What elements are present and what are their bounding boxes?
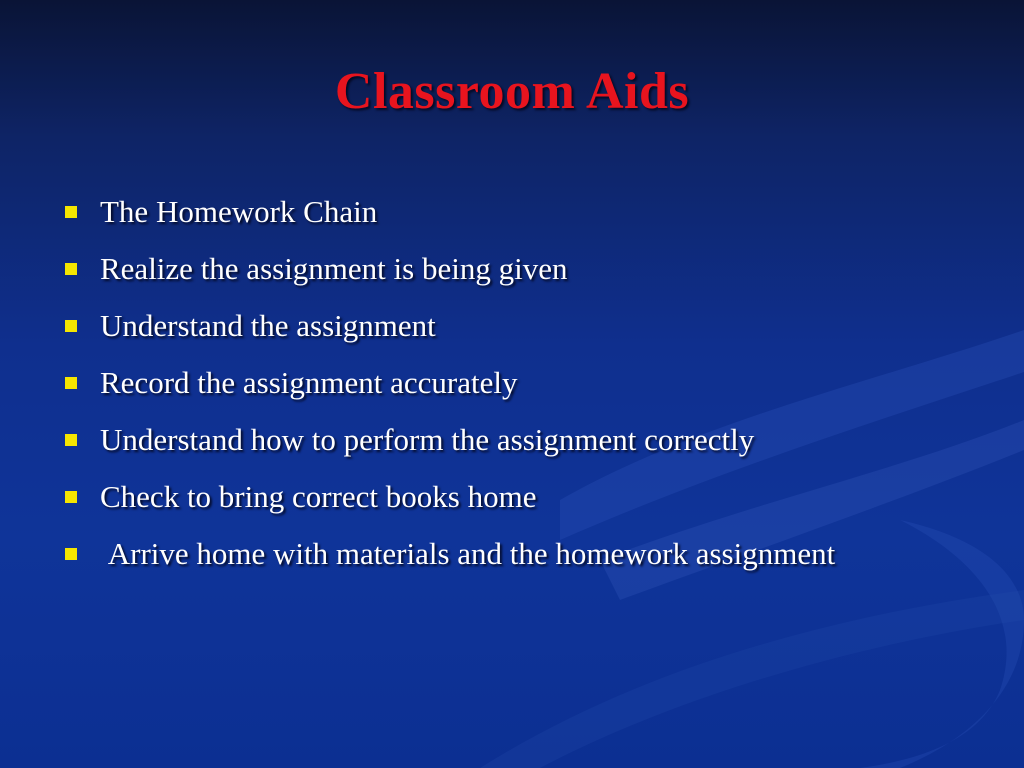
- bullet-text: Record the assignment accurately: [100, 365, 518, 400]
- bullet-text: Understand how to perform the assignment correctly: [100, 422, 755, 457]
- bullet-item: [62, 188, 962, 235]
- bullet-text: The Homework Chain: [100, 194, 378, 229]
- square-bullet-icon: [65, 491, 77, 503]
- bullet-text: Arrive home with materials and the homework assignment: [100, 536, 836, 571]
- bullet-item: [62, 530, 962, 577]
- bullet-item: [62, 473, 962, 520]
- bullet-text: Check to bring correct books home: [100, 479, 537, 514]
- square-bullet-icon: [65, 206, 77, 218]
- bullet-text: Realize the assignment is being given: [100, 251, 568, 286]
- square-bullet-icon: [65, 320, 77, 332]
- bullet-item: [62, 359, 962, 406]
- square-bullet-icon: [65, 548, 77, 560]
- slide-title: Classroom Aids: [334, 63, 690, 120]
- square-bullet-icon: [65, 263, 77, 275]
- bullet-item: [62, 245, 962, 292]
- bullet-text: Understand the assignment: [100, 308, 436, 343]
- bullet-item: [62, 302, 962, 349]
- bullet-item: [62, 416, 962, 463]
- square-bullet-icon: [65, 377, 77, 389]
- bullet-list: [62, 188, 962, 587]
- square-bullet-icon: [65, 434, 77, 446]
